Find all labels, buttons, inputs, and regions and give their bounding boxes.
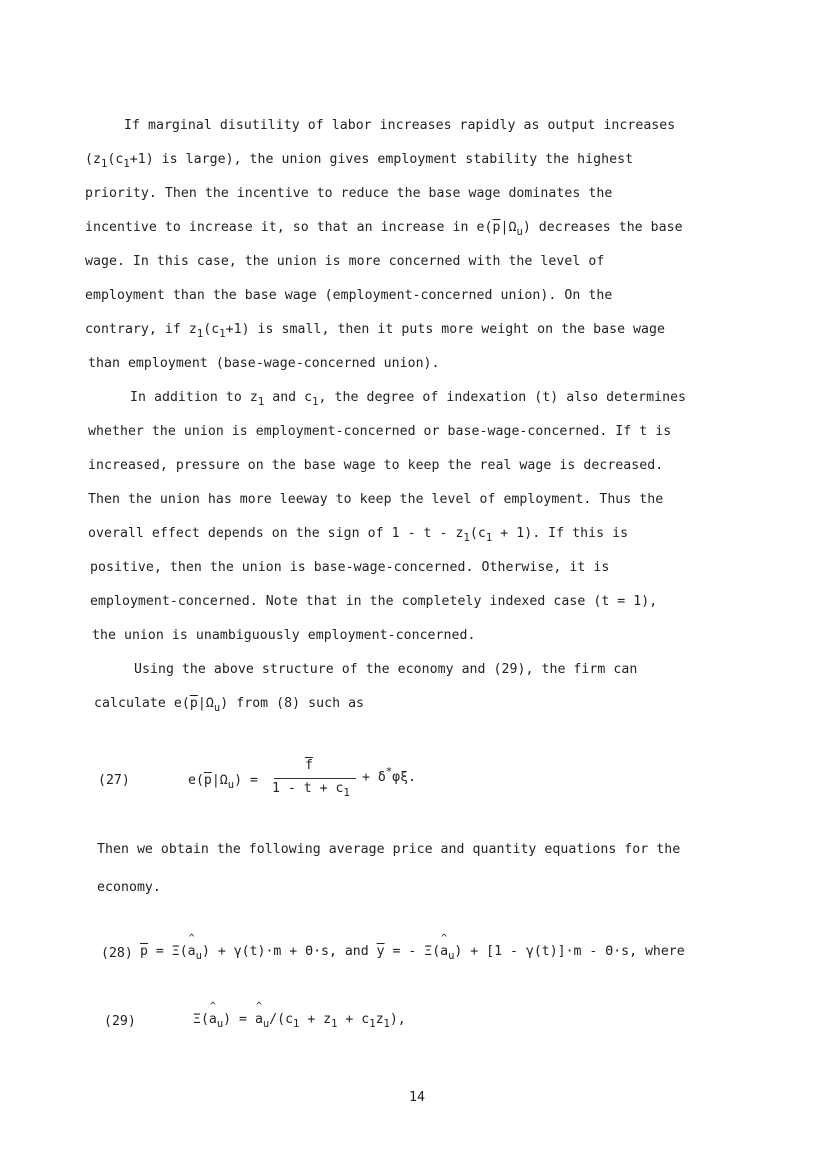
text-line: wage. In this case, the union is more concerned with the level of xyxy=(85,254,605,269)
text-line: whether the union is employment-concerned or base-wage-concerned. If t is xyxy=(88,424,672,439)
equation-28: $\overline{p}$ = Ξ(^ $a_u) + \gamma(t)\cdot m + \Theta\cdot s$, and $\overline{y}$ = - Ξ(^ $a_u) + [1 - \gamma(t)]\cdot m - \Theta\cdot s$, where xyxy=(140,944,685,959)
equation-27-rhs: + δ*φξ. xyxy=(362,766,416,785)
text-line: contrary, if $z_1(c_1+1)$ is small, then it puts more weight on the base wage xyxy=(85,322,666,340)
text-line: employment-concerned. Note that in the completely indexed case (t = 1), xyxy=(90,594,658,609)
text-line: If marginal disutility of labor increases rapidly as output increases xyxy=(124,118,676,133)
text-line: overall effect depends on the sign of $1 - t - z_1(c_1 + 1)$. If this is xyxy=(88,526,629,544)
text-line: Then we obtain the following average price and quantity equations for the xyxy=(97,842,681,857)
page-number: 14 xyxy=(409,1090,425,1105)
equation-28-tail: , where xyxy=(629,944,685,959)
text-line: employment than the base wage (employment-concerned union). On the xyxy=(85,288,613,303)
text-line: than employment (base-wage-concerned union). xyxy=(88,356,440,371)
text-line: the union is unambiguously employment-concerned. xyxy=(92,628,476,643)
equation-27-numerator: $\overline{f}$ xyxy=(305,758,313,773)
text-line: economy. xyxy=(97,880,161,895)
text-line: calculate $e(\overline{p}|\Omega_u)$ from (8) such as xyxy=(94,696,365,714)
text-line: priority. Then the incentive to reduce the base wage dominates the xyxy=(85,186,613,201)
text-line: Then the union has more leeway to keep the level of employment. Thus the xyxy=(88,492,664,507)
text-line: Using the above structure of the economy and (29), the firm can xyxy=(134,662,638,677)
equation-28-label: (28) xyxy=(101,946,133,961)
text-line: ($z_1(c_1+1)$ is large), the union gives employment stability the highest xyxy=(85,152,634,170)
text-line: positive, then the union is base-wage-concerned. Otherwise, it is xyxy=(90,560,610,575)
equation-27-label: (27) xyxy=(98,773,130,788)
equation-27-denominator: $1 - t + c_1$ xyxy=(272,781,350,799)
text-line: increased, pressure on the base wage to keep the real wage is decreased. xyxy=(88,458,664,473)
text-line: In addition to $z_1$ and $c_1$, the degree of indexation (t) also determines xyxy=(130,390,687,408)
equation-29: Ξ(^ $a_u$) = ^ $a_u/(c_1 + z_1 + c_1z_1)$, xyxy=(193,1012,406,1027)
fraction-bar xyxy=(274,778,356,779)
text-line: incentive to increase it, so that an increase in $e(\overline{p}|\Omega_u)$ decreases the base xyxy=(85,220,683,238)
equation-27-lhs: $e(\overline{p}|\Omega_u)$ = xyxy=(188,773,258,791)
equation-29-label: (29) xyxy=(104,1014,136,1029)
